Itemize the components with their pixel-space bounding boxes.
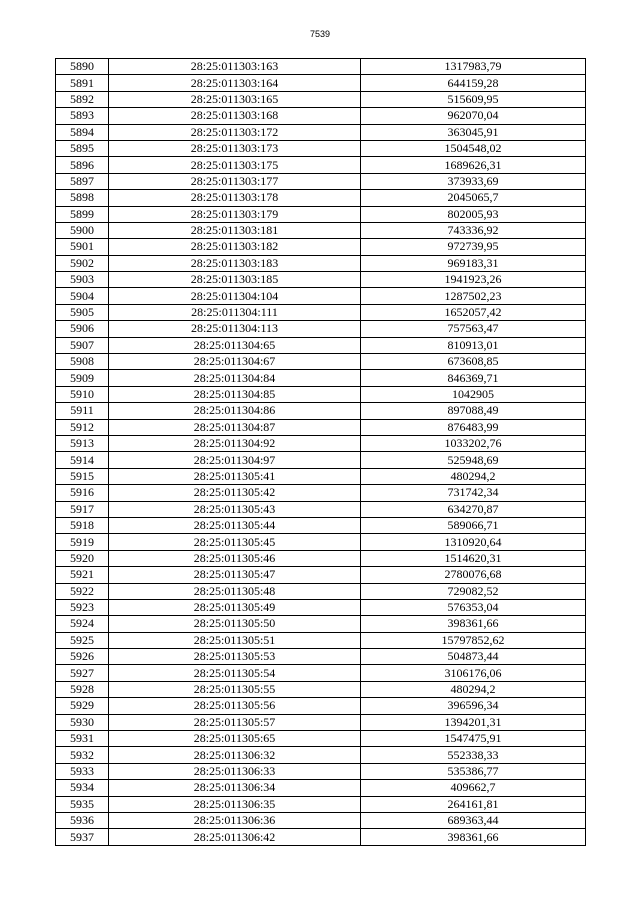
cadastral-number-cell: 28:25:011303:175	[109, 157, 361, 173]
table-row	[56, 812, 586, 828]
row-number-cell: 5929	[56, 698, 109, 714]
table-body	[56, 59, 586, 846]
row-number-cell: 5909	[56, 370, 109, 386]
cadastral-number-cell: 28:25:011304:86	[109, 403, 361, 419]
row-number-cell: 5907	[56, 337, 109, 353]
cadastral-number-cell: 28:25:011304:85	[109, 386, 361, 402]
row-number-cell: 5918	[56, 517, 109, 533]
cadastral-number-cell: 28:25:011304:65	[109, 337, 361, 353]
cadastral-number-cell: 28:25:011305:47	[109, 567, 361, 583]
cadastral-number-cell: 28:25:011305:51	[109, 632, 361, 648]
row-number-cell: 5926	[56, 649, 109, 665]
cadastral-value-cell: 1033202,76	[361, 435, 586, 451]
row-number-cell: 5904	[56, 288, 109, 304]
table-row	[56, 337, 586, 353]
cadastral-value-cell: 409662,7	[361, 780, 586, 796]
row-number-cell: 5911	[56, 403, 109, 419]
row-number-cell: 5920	[56, 550, 109, 566]
row-number-cell: 5891	[56, 75, 109, 91]
table-row	[56, 157, 586, 173]
table-row	[56, 714, 586, 730]
cadastral-value-cell: 504873,44	[361, 649, 586, 665]
cadastral-value-cell: 589066,71	[361, 517, 586, 533]
cadastral-number-cell: 28:25:011305:42	[109, 485, 361, 501]
table-row	[56, 321, 586, 337]
table-row	[56, 649, 586, 665]
table-row	[56, 124, 586, 140]
row-number-cell: 5914	[56, 452, 109, 468]
cadastral-value-cell: 535386,77	[361, 763, 586, 779]
table-row	[56, 796, 586, 812]
cadastral-value-cell: 1941923,26	[361, 272, 586, 288]
cadastral-number-cell: 28:25:011303:173	[109, 140, 361, 156]
cadastral-value-cell: 802005,93	[361, 206, 586, 222]
cadastral-number-cell: 28:25:011304:92	[109, 435, 361, 451]
row-number-cell: 5900	[56, 222, 109, 238]
cadastral-value-cell: 264161,81	[361, 796, 586, 812]
page-number: 7539	[309, 29, 331, 39]
cadastral-value-cell: 962070,04	[361, 108, 586, 124]
row-number-cell: 5908	[56, 354, 109, 370]
table-row	[56, 288, 586, 304]
row-number-cell: 5937	[56, 829, 109, 845]
table-row	[56, 419, 586, 435]
cadastral-value-cell: 1310920,64	[361, 534, 586, 550]
table-row	[56, 780, 586, 796]
table-row	[56, 632, 586, 648]
cadastral-number-cell: 28:25:011305:54	[109, 665, 361, 681]
table-row	[56, 173, 586, 189]
cadastral-value-cell: 363045,91	[361, 124, 586, 140]
table-row	[56, 616, 586, 632]
row-number-cell: 5934	[56, 780, 109, 796]
cadastral-number-cell: 28:25:011303:172	[109, 124, 361, 140]
cadastral-number-cell: 28:25:011306:36	[109, 812, 361, 828]
cadastral-value-cell: 689363,44	[361, 812, 586, 828]
cadastral-number-cell: 28:25:011305:57	[109, 714, 361, 730]
cadastral-number-cell: 28:25:011305:55	[109, 681, 361, 697]
row-number-cell: 5928	[56, 681, 109, 697]
cadastral-number-cell: 28:25:011305:41	[109, 468, 361, 484]
cadastral-value-cell: 743336,92	[361, 222, 586, 238]
cadastral-value-cell: 673608,85	[361, 354, 586, 370]
row-number-cell: 5927	[56, 665, 109, 681]
cadastral-value-cell: 969183,31	[361, 255, 586, 271]
cadastral-number-cell: 28:25:011305:53	[109, 649, 361, 665]
cadastral-value-cell: 634270,87	[361, 501, 586, 517]
cadastral-value-cell: 525948,69	[361, 452, 586, 468]
cadastral-number-cell: 28:25:011303:183	[109, 255, 361, 271]
cadastral-number-cell: 28:25:011305:65	[109, 731, 361, 747]
cadastral-value-cell: 1547475,91	[361, 731, 586, 747]
table-row	[56, 747, 586, 763]
table-row	[56, 272, 586, 288]
row-number-cell: 5896	[56, 157, 109, 173]
cadastral-value-cell: 972739,95	[361, 239, 586, 255]
cadastral-value-cell: 1652057,42	[361, 304, 586, 320]
cadastral-number-cell: 28:25:011303:178	[109, 190, 361, 206]
row-number-cell: 5895	[56, 140, 109, 156]
cadastral-number-cell: 28:25:011305:48	[109, 583, 361, 599]
row-number-cell: 5890	[56, 59, 109, 75]
cadastral-number-cell: 28:25:011305:44	[109, 517, 361, 533]
table-row	[56, 370, 586, 386]
row-number-cell: 5897	[56, 173, 109, 189]
cadastral-value-cell: 3106176,06	[361, 665, 586, 681]
cadastral-value-cell: 1689626,31	[361, 157, 586, 173]
table-row	[56, 829, 586, 845]
cadastral-number-cell: 28:25:011306:34	[109, 780, 361, 796]
table-row	[56, 206, 586, 222]
row-number-cell: 5901	[56, 239, 109, 255]
table-row	[56, 468, 586, 484]
row-number-cell: 5903	[56, 272, 109, 288]
cadastral-value-cell: 897088,49	[361, 403, 586, 419]
table-row	[56, 550, 586, 566]
table-row	[56, 501, 586, 517]
cadastral-number-cell: 28:25:011304:87	[109, 419, 361, 435]
row-number-cell: 5892	[56, 91, 109, 107]
row-number-cell: 5931	[56, 731, 109, 747]
row-number-cell: 5935	[56, 796, 109, 812]
cadastral-number-cell: 28:25:011303:164	[109, 75, 361, 91]
table-row	[56, 534, 586, 550]
cadastral-number-cell: 28:25:011304:67	[109, 354, 361, 370]
table-row	[56, 517, 586, 533]
table-row	[56, 403, 586, 419]
row-number-cell: 5912	[56, 419, 109, 435]
cadastral-number-cell: 28:25:011305:46	[109, 550, 361, 566]
row-number-cell: 5921	[56, 567, 109, 583]
row-number-cell: 5924	[56, 616, 109, 632]
table-row	[56, 108, 586, 124]
cadastral-number-cell: 28:25:011303:163	[109, 59, 361, 75]
row-number-cell: 5919	[56, 534, 109, 550]
cadastral-value-cell: 15797852,62	[361, 632, 586, 648]
cadastral-number-cell: 28:25:011305:43	[109, 501, 361, 517]
cadastral-number-cell: 28:25:011303:168	[109, 108, 361, 124]
cadastral-number-cell: 28:25:011306:33	[109, 763, 361, 779]
cadastral-value-cell: 398361,66	[361, 616, 586, 632]
cadastral-value-cell: 515609,95	[361, 91, 586, 107]
table-row	[56, 665, 586, 681]
table-row	[56, 190, 586, 206]
cadastral-number-cell: 28:25:011305:50	[109, 616, 361, 632]
cadastral-value-cell: 644159,28	[361, 75, 586, 91]
row-number-cell: 5923	[56, 599, 109, 615]
row-number-cell: 5917	[56, 501, 109, 517]
cadastral-value-cell: 2045065,7	[361, 190, 586, 206]
table-row	[56, 75, 586, 91]
cadastral-value-cell: 1394201,31	[361, 714, 586, 730]
table-row	[56, 583, 586, 599]
table-row	[56, 731, 586, 747]
table-row	[56, 304, 586, 320]
row-number-cell: 5936	[56, 812, 109, 828]
cadastral-value-cell: 1042905	[361, 386, 586, 402]
cadastral-value-cell: 846369,71	[361, 370, 586, 386]
cadastral-number-cell: 28:25:011305:49	[109, 599, 361, 615]
table-row	[56, 354, 586, 370]
cadastral-number-cell: 28:25:011306:32	[109, 747, 361, 763]
cadastral-number-cell: 28:25:011303:177	[109, 173, 361, 189]
cadastral-value-cell: 1514620,31	[361, 550, 586, 566]
cadastral-value-table	[55, 58, 586, 846]
cadastral-number-cell: 28:25:011303:179	[109, 206, 361, 222]
cadastral-value-cell: 576353,04	[361, 599, 586, 615]
row-number-cell: 5899	[56, 206, 109, 222]
cadastral-value-cell: 373933,69	[361, 173, 586, 189]
table-row	[56, 435, 586, 451]
cadastral-value-cell: 480294,2	[361, 468, 586, 484]
cadastral-value-cell: 810913,01	[361, 337, 586, 353]
cadastral-value-cell: 480294,2	[361, 681, 586, 697]
cadastral-value-cell: 1287502,23	[361, 288, 586, 304]
cadastral-value-cell: 731742,34	[361, 485, 586, 501]
table-row	[56, 255, 586, 271]
cadastral-number-cell: 28:25:011306:42	[109, 829, 361, 845]
cadastral-value-cell: 757563,47	[361, 321, 586, 337]
table-row	[56, 59, 586, 75]
cadastral-number-cell: 28:25:011304:113	[109, 321, 361, 337]
table-row	[56, 698, 586, 714]
table-row	[56, 681, 586, 697]
row-number-cell: 5906	[56, 321, 109, 337]
table-row	[56, 140, 586, 156]
cadastral-value-cell: 876483,99	[361, 419, 586, 435]
row-number-cell: 5933	[56, 763, 109, 779]
cadastral-number-cell: 28:25:011304:97	[109, 452, 361, 468]
row-number-cell: 5893	[56, 108, 109, 124]
table-row	[56, 239, 586, 255]
cadastral-value-cell: 1317983,79	[361, 59, 586, 75]
cadastral-number-cell: 28:25:011303:181	[109, 222, 361, 238]
table-row	[56, 599, 586, 615]
cadastral-number-cell: 28:25:011304:104	[109, 288, 361, 304]
table-row	[56, 763, 586, 779]
row-number-cell: 5905	[56, 304, 109, 320]
row-number-cell: 5930	[56, 714, 109, 730]
cadastral-value-cell: 2780076,68	[361, 567, 586, 583]
row-number-cell: 5913	[56, 435, 109, 451]
cadastral-number-cell: 28:25:011303:165	[109, 91, 361, 107]
cadastral-number-cell: 28:25:011303:185	[109, 272, 361, 288]
cadastral-number-cell: 28:25:011304:111	[109, 304, 361, 320]
row-number-cell: 5915	[56, 468, 109, 484]
cadastral-value-cell: 396596,34	[361, 698, 586, 714]
row-number-cell: 5922	[56, 583, 109, 599]
row-number-cell: 5910	[56, 386, 109, 402]
cadastral-number-cell: 28:25:011305:45	[109, 534, 361, 550]
cadastral-value-cell: 1504548,02	[361, 140, 586, 156]
table-row	[56, 567, 586, 583]
cadastral-value-cell: 398361,66	[361, 829, 586, 845]
cadastral-value-cell: 552338,33	[361, 747, 586, 763]
table-row	[56, 386, 586, 402]
table-row	[56, 485, 586, 501]
cadastral-number-cell: 28:25:011303:182	[109, 239, 361, 255]
table-row	[56, 452, 586, 468]
row-number-cell: 5898	[56, 190, 109, 206]
table-row	[56, 91, 586, 107]
table-row	[56, 222, 586, 238]
row-number-cell: 5932	[56, 747, 109, 763]
cadastral-value-cell: 729082,52	[361, 583, 586, 599]
row-number-cell: 5916	[56, 485, 109, 501]
row-number-cell: 5894	[56, 124, 109, 140]
cadastral-number-cell: 28:25:011306:35	[109, 796, 361, 812]
row-number-cell: 5902	[56, 255, 109, 271]
cadastral-number-cell: 28:25:011305:56	[109, 698, 361, 714]
row-number-cell: 5925	[56, 632, 109, 648]
cadastral-number-cell: 28:25:011304:84	[109, 370, 361, 386]
